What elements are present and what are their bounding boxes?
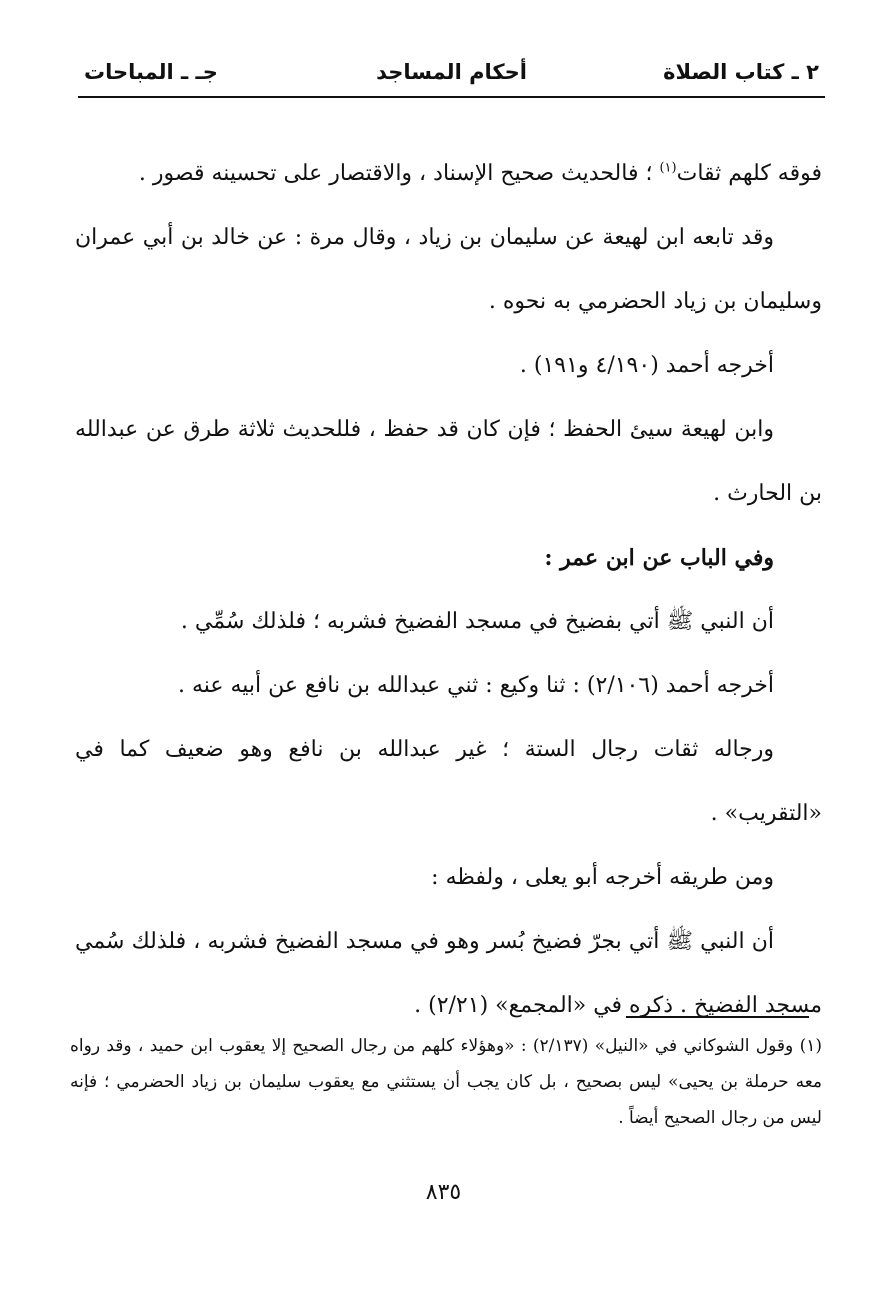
paragraph-1-text-a: فوقه كلهم ثقات (676, 161, 822, 186)
paragraph-9: ومن طريقه أخرجه أبو يعلى ، ولفظه : (431, 865, 774, 890)
paragraph-1 (75, 142, 822, 206)
paragraph-6: أن النبي ﷺ أتي بفضيخ في مسجد الفضيخ فشربه ؛ فلذلك سُمِّي . (180, 609, 774, 634)
footnote-marker: (١) (659, 160, 677, 176)
header-chapter-title: أحكام المساجد (376, 60, 527, 84)
header-section-title: جـ ـ المباحات (84, 60, 218, 84)
footnotes (70, 1028, 822, 1136)
main-text (75, 142, 822, 1038)
paragraph-3: أخرجه أحمد (٤/١٩٠ و١٩١) . (519, 353, 774, 378)
page-number: ٨٣٥ (425, 1180, 462, 1205)
paragraph-8: ورجاله ثقات رجال الستة ؛ غير عبدالله بن نافع وهو ضعيف كما في «التقريب» . (75, 737, 822, 826)
section-heading-ibn-umar: وفي الباب عن ابن عمر : (544, 545, 774, 571)
footnote-separator (626, 1016, 809, 1018)
paragraph-4: وابن لهيعة سيئ الحفظ ؛ فإن كان قد حفظ ، فللحديث ثلاثة طرق عن عبدالله بن الحارث . (75, 417, 822, 506)
paragraph-10: أن النبي ﷺ أتي بجرّ فضيخ بُسر وهو في مسجد الفضيخ فشربه ، فلذلك سُمي مسجد الفضيخ . ذكره في «المجمع» (٢/٢١) . (75, 929, 822, 1018)
running-header (78, 52, 825, 98)
paragraph-7: أخرجه أحمد (٢/١٠٦) : ثنا وكيع : ثني عبدالله بن نافع عن أبيه عنه . (177, 673, 774, 698)
paragraph-1-text-b: ؛ فالحديث صحيح الإسناد ، والاقتصار على تحسينه قصور . (138, 161, 660, 186)
paragraph-2: وقد تابعه ابن لهيعة عن سليمان بن زياد ، وقال مرة : عن خالد بن أبي عمران وسليمان بن زياد الحضرمي به نحوه . (75, 225, 822, 314)
footnote-1: (١) وقول الشوكاني في «النيل» (٢/١٣٧) : «وهؤلاء كلهم من رجال الصحيح إلا يعقوب ابن حميد ، وقد رواه معه حرملة بن يحيى» ليس بصحيح ، بل كان يجب أن يستثني مع يعقوب سليمان بن زياد الحضرمي ؛ فإنه ليس من رجال الصحيح أيضاً . (70, 1036, 822, 1128)
header-book-title: ٢ ـ كتاب الصلاة (663, 60, 819, 84)
